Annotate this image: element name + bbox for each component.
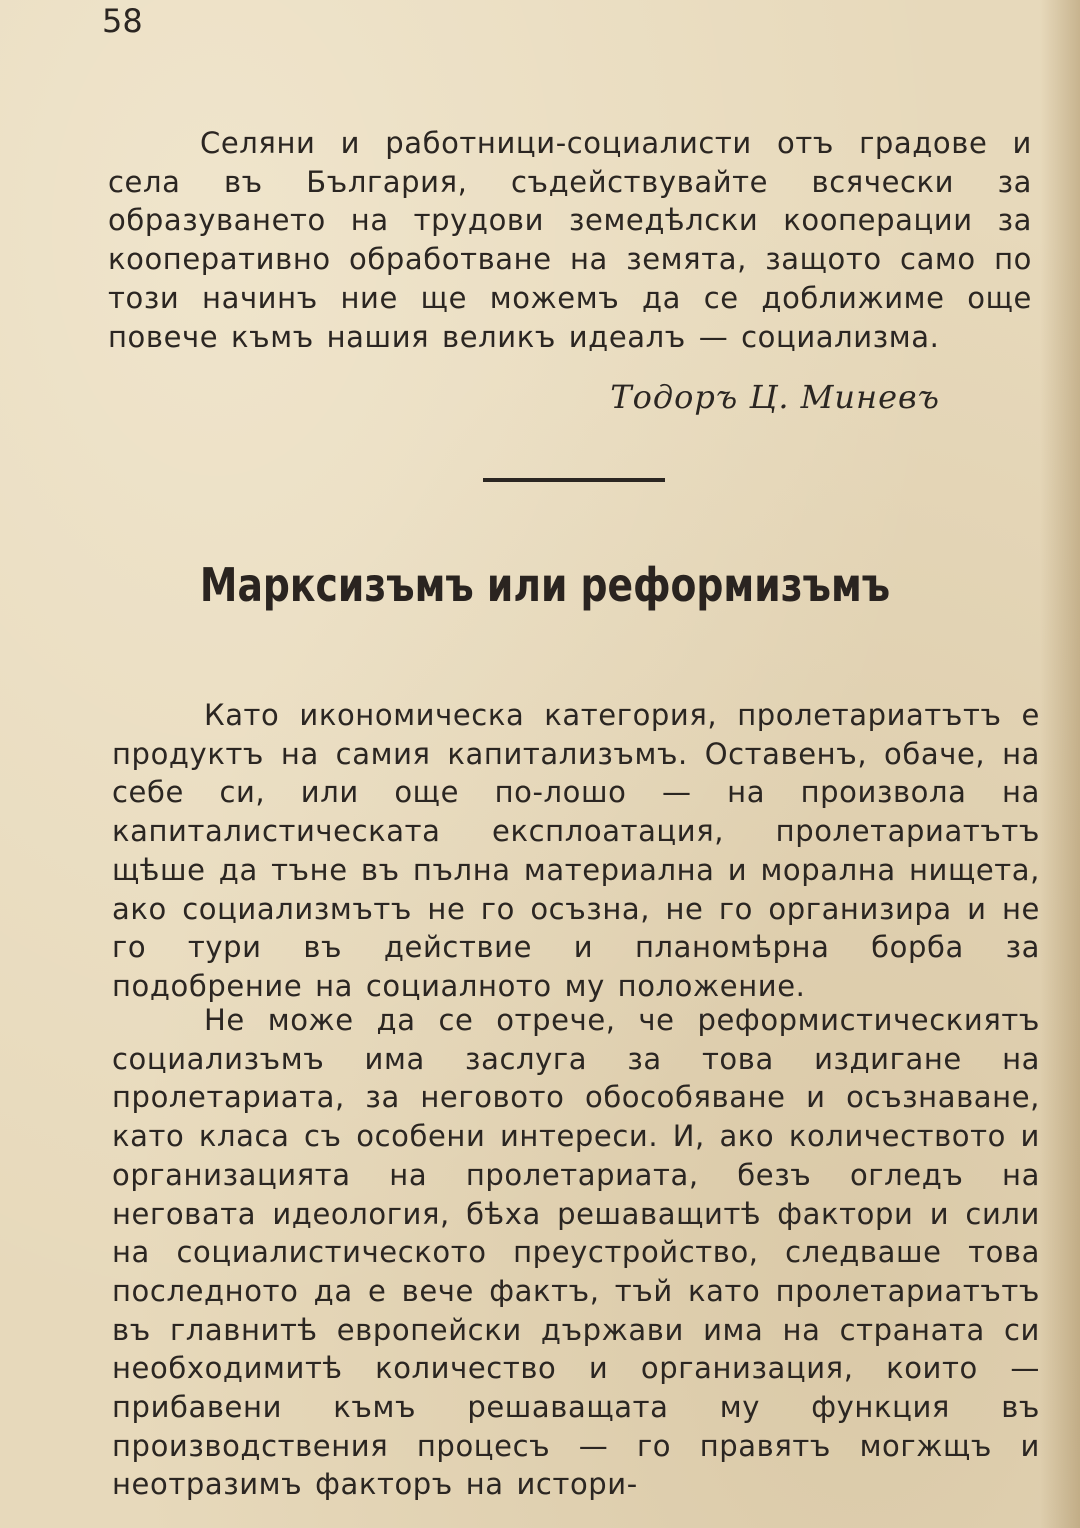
closing-paragraph: Селяни и работници-социалисти отъ градове и села въ България, съдействувайте всячески за образуването на трудови земедѣлски кооперации за кооперативно обработване на земята, защото само по този начинъ ние ще можемъ да се доближиме още повече къмъ нашия великъ идеалъ — социализма.	[108, 126, 1032, 354]
author-signature: Тодоръ Ц. Миневъ	[610, 378, 940, 416]
section-divider	[483, 478, 665, 482]
article-title: Марксизъмъ или реформизъмъ	[199, 558, 891, 612]
article-paragraph-1: Като икономическа категория, пролетариатътъ е продуктъ на самия капитализъмъ. Оставенъ, обаче, на себе си, или още по-лошо — на произвола на капиталистическата експлоатация, пролетариатътъ щѣше да тъне въ пълна материална и морална нищета, ако социализмътъ не го осъзна, не го организира и не го тури въ действие и планомѣрна борба за подобрение на социалното му положение.	[112, 698, 1040, 1003]
page-number: 58	[102, 2, 143, 40]
article-paragraph-2: Не може да се отрече, че реформистическиятъ социализъмъ има заслуга за това издигане на пролетариата, за неговото обособяване и осъзнаване, като класа съ особени интереси. И, ако количеството и организацията на пролетариата, безъ огледъ на неговата идеология, бѣха решаващитѣ фактори и сили на социалистическото преустройство, следваше това последното да е вече фактъ, тъй като пролетариатътъ въ главнитѣ европейски държави има на страната си необходимитѣ количество и организация, които — прибавени къмъ решаващата му функция въ производствения процесъ — го правятъ могжщъ и неотразимъ факторъ на истори-	[112, 1003, 1040, 1502]
page-edge-shadow	[1040, 0, 1080, 1528]
